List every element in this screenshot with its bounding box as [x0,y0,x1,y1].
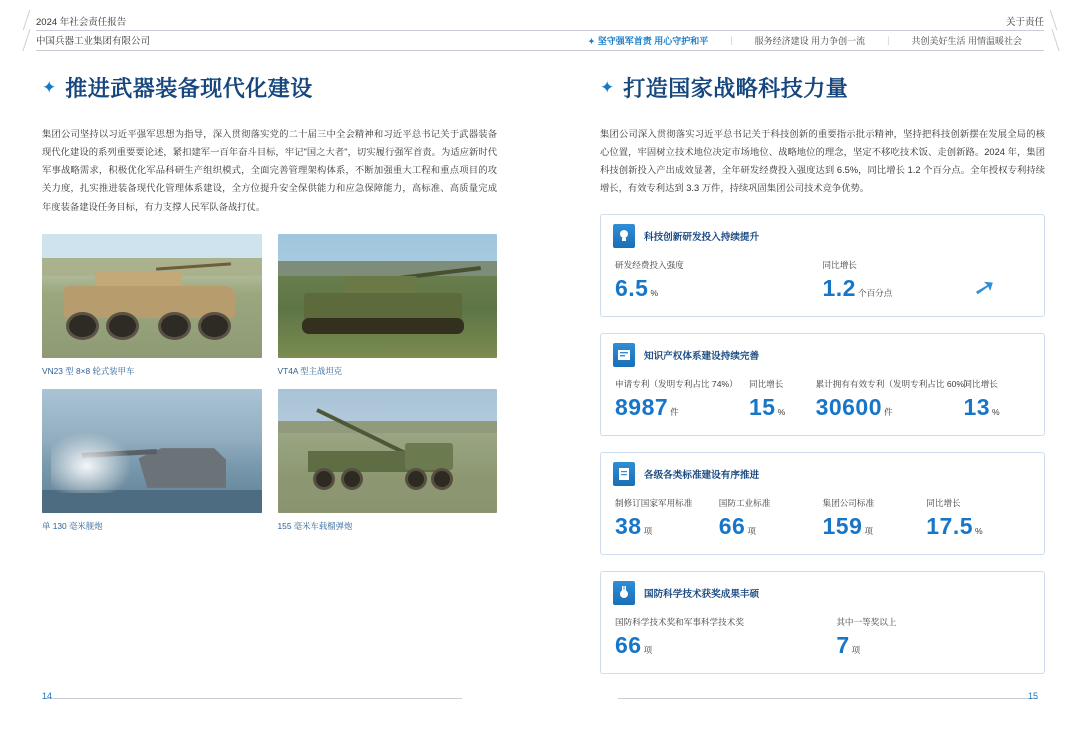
card-body [601,493,1044,554]
card-title: 科技创新研发投入持续提升 [644,231,760,243]
metric [926,497,1030,538]
metric-unit: 件 [670,406,679,417]
metric-value: 66 [615,631,642,658]
plus-icon: ✦ [588,36,595,46]
photo-cell [42,234,262,377]
right-paragraph: 集团公司深入贯彻落实习近平总书记关于科技创新的重要指示批示精神，坚持把科技创新摆在发展全局的核心位置，牢固树立技术地位决定市场地位、战略地位的理念，坚定不移吃技术饭、走创新路。2024 年，集团科技创新投入产出成效显著，全年研发经费投入强度达到 6.5%，同比增长 1.2 个百分点。全年授权专利持续增长，有效专利达到 3.3 万件，持续巩固集团公司技术竞争优势。 [600,129,1045,194]
left-section-title [42,72,497,103]
metric-unit: 项 [643,525,653,536]
metric-value: 13 [963,393,991,420]
card-header [601,453,1044,493]
sparkle-icon: ✦ [600,78,615,97]
certificate-icon [613,343,635,367]
nav-item-1-label: 服务经济建设 用力争创一流 [754,35,866,46]
photo-vt4a-main-battle-tank [278,234,498,358]
lightbulb-icon [613,224,635,248]
metric-value: 66 [718,512,746,539]
nav-item-1[interactable] [733,34,888,47]
card-header [601,572,1044,612]
metric-card-awards [600,571,1045,674]
metric [615,378,749,419]
metric-card-rd-investment [600,214,1045,317]
card-title: 各级各类标准建设有序推进 [644,469,760,481]
metric-card-standards [600,452,1045,555]
card-body [601,374,1044,435]
nav-item-2-label: 共创美好生活 用情温暖社会 [911,35,1022,46]
card-header [601,215,1044,255]
metric [815,378,973,420]
metric-label: 申请专利（发明专利占比 74%） [615,378,738,389]
metric [719,497,823,538]
photo-cell [278,234,498,377]
medal-icon [613,581,635,605]
metric-label: 研发经费投入强度 [615,259,684,270]
footer-rule-left [42,698,462,699]
metric-label: 制修订国家军用标准 [615,497,693,508]
metric-value: 30600 [815,393,883,420]
nav-item-0[interactable] [566,34,733,47]
photo-caption: VN23 型 8×8 轮式装甲车 [42,365,135,376]
metric-unit: % [650,287,659,298]
metric-value: 159 [822,512,863,539]
metric-value: 15 [749,393,776,420]
metric-label: 累计拥有有效专利（发明专利占比 60%） [815,378,973,389]
right-page-content [600,72,1045,674]
metric-label: 其中一等奖以上 [836,616,897,627]
metric-unit: 项 [747,525,756,536]
left-title-text: 推进武器装备现代化建设 [65,76,313,101]
metric [749,378,816,419]
report-title: 2024 年社会责任报告 [36,17,127,28]
photo-caption: 单 130 毫米舰炮 [42,520,103,531]
metric-label: 国防工业标准 [718,497,771,508]
photo-130mm-naval-gun [42,389,262,513]
metric-unit: % [777,406,786,417]
photo-155mm-truck-howitzer [278,389,498,513]
card-title: 国防科学技术获奖成果丰硕 [644,588,760,600]
metric-label: 同比增长 [963,378,998,389]
metric-value: 38 [615,512,642,539]
metric-value: 8987 [615,393,669,420]
metric-value: 7 [836,631,850,658]
metric [836,616,1030,657]
card-title: 知识产权体系建设持续完善 [644,350,760,362]
section-label: 关于责任 [1005,17,1044,28]
metric [822,259,1031,304]
page-number-right: 15 [1027,691,1038,701]
metric [615,259,823,300]
metric-unit: 项 [851,644,861,655]
section-nav [566,30,1044,50]
metric-label: 同比增长 [926,497,961,508]
metric-label: 同比增长 [749,378,784,389]
nav-separator: | [887,35,890,45]
metric-value: 1.2 [822,274,856,301]
metric-unit: 项 [643,644,653,655]
card-body [601,612,1044,673]
metric-label: 国防科学技术奖和军事科学技术奖 [615,616,744,627]
right-title-text: 打造国家战略科技力量 [623,76,849,101]
photo-cell [278,389,498,532]
left-page-content [42,72,497,532]
metric [823,497,927,538]
metric-value: 17.5 [926,512,974,539]
sparkle-icon: ✦ [42,78,57,97]
metric-label: 集团公司标准 [822,497,875,508]
right-section-title [600,72,1045,103]
metric-card-intellectual-property [600,333,1045,436]
document-icon [613,462,635,486]
nav-separator: | [730,35,733,45]
photo-caption: VT4A 型主战坦克 [277,365,343,376]
growth-arrow-icon: ➚ [971,269,999,304]
nav-item-0-label: 坚守强军首责 用心守护和平 [597,35,709,46]
metric-unit: 项 [864,525,873,536]
metric-unit: % [975,525,983,536]
metric-unit: 个百分点 [857,287,893,298]
metric-unit: 件 [884,406,893,417]
left-photo-grid [42,234,497,532]
left-paragraph: 集团公司坚持以习近平强军思想为指导，深入贯彻落实党的二十届三中全会精神和习近平总书记关于武器装备现代化建设的系列重要要论述，紧扣建军一百年奋斗目标，牢记"国之大者"，切实履行强军首责。为适应新时代军事战略需求，积极优化军品科研生产组织模式，全面完善管理架构体系，不断加强重大工程和重点项目的攻关力度，扎实推进装备现代化管理体系建设，全方位提升安全保供能力和应急保障能力，高标准、高质量完成年度装备建设任务目标，有力支撑人民军队备战打仗。 [42,129,497,212]
metric-value: 6.5 [615,274,649,301]
metric [963,378,1030,419]
page-number-left: 14 [42,691,53,701]
photo-caption: 155 毫米车载榴弹炮 [277,520,353,531]
nav-item-2[interactable] [889,34,1044,47]
footer-rule-right [618,698,1038,699]
metric-label: 同比增长 [822,259,857,270]
company-name: 中国兵器工业集团有限公司 [36,36,151,47]
top-header-bar [36,12,1044,31]
metric [615,497,719,538]
card-header [601,334,1044,374]
metric [615,616,836,657]
photo-cell [42,389,262,532]
photo-vn23-armored-vehicle [42,234,262,358]
sub-header-bar [36,30,1044,51]
metric-unit: % [992,406,1000,417]
